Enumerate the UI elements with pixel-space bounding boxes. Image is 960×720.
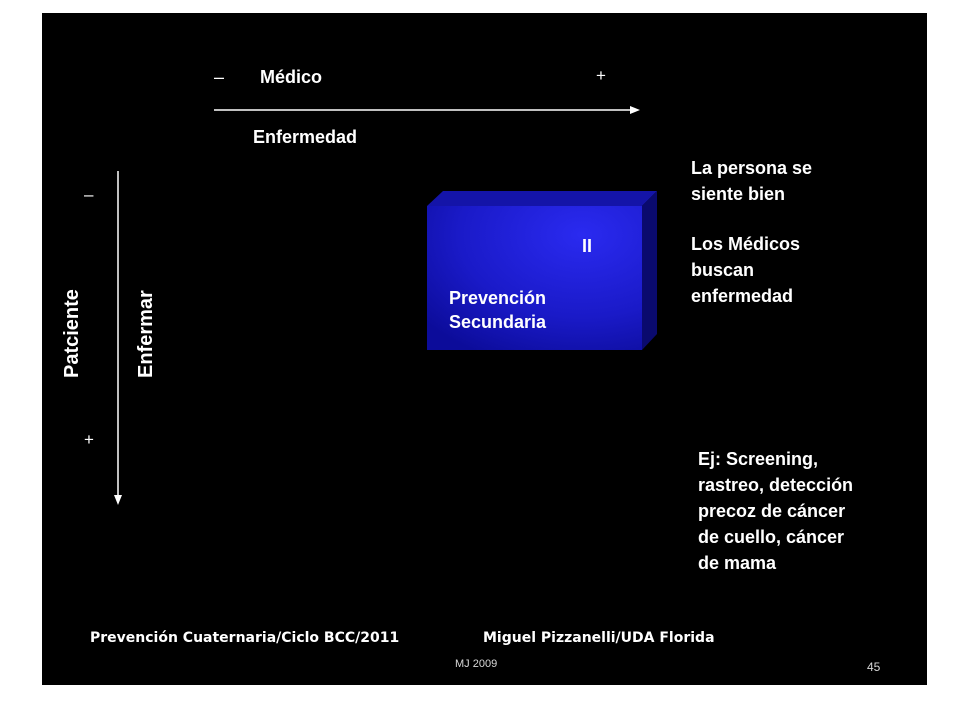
example-line1: Ej: Screening, — [698, 449, 819, 469]
example-text — [698, 446, 853, 576]
example-line4: de cuello, cáncer — [698, 527, 845, 547]
footer-right: Miguel Pizzanelli/UDA Florida — [483, 630, 715, 646]
horizontal-minus: – — [214, 67, 225, 87]
box-label-line1: Prevención — [449, 288, 547, 308]
example-line3: precoz de cáncer — [698, 501, 846, 521]
right-text-line3: Los Médicos — [691, 234, 801, 254]
example-line5: de mama — [698, 553, 777, 573]
example-line2: rastreo, detección — [698, 475, 854, 495]
slide — [42, 13, 927, 685]
horizontal-axis-label: Médico — [260, 67, 323, 87]
right-text-line2: siente bien — [691, 184, 786, 204]
vertical-minus: – — [84, 185, 94, 204]
box-label — [449, 286, 546, 334]
horizontal-axis-sublabel: Enfermedad — [253, 127, 358, 147]
vertical-plus: + — [84, 430, 94, 449]
box-side-face — [642, 191, 657, 350]
box-numeral: II — [582, 236, 593, 256]
vertical-label-enfermar: Enfermar — [135, 290, 157, 378]
horizontal-arrowhead — [630, 106, 640, 114]
vertical-arrowhead — [114, 495, 122, 505]
vertical-label-patciente: Patciente — [61, 289, 83, 378]
box-label-line2: Secundaria — [449, 312, 547, 332]
right-description — [691, 155, 812, 309]
page-number: 45 — [867, 660, 881, 674]
right-text-line1: La persona se — [691, 158, 813, 178]
horizontal-plus: + — [596, 66, 606, 85]
box-top-face — [427, 191, 657, 206]
right-text-line4: buscan — [691, 260, 755, 280]
footer-sub: MJ 2009 — [455, 658, 498, 670]
right-text-line5: enfermedad — [691, 286, 794, 306]
footer-left: Prevención Cuaternaria/Ciclo BCC/2011 — [90, 630, 400, 646]
